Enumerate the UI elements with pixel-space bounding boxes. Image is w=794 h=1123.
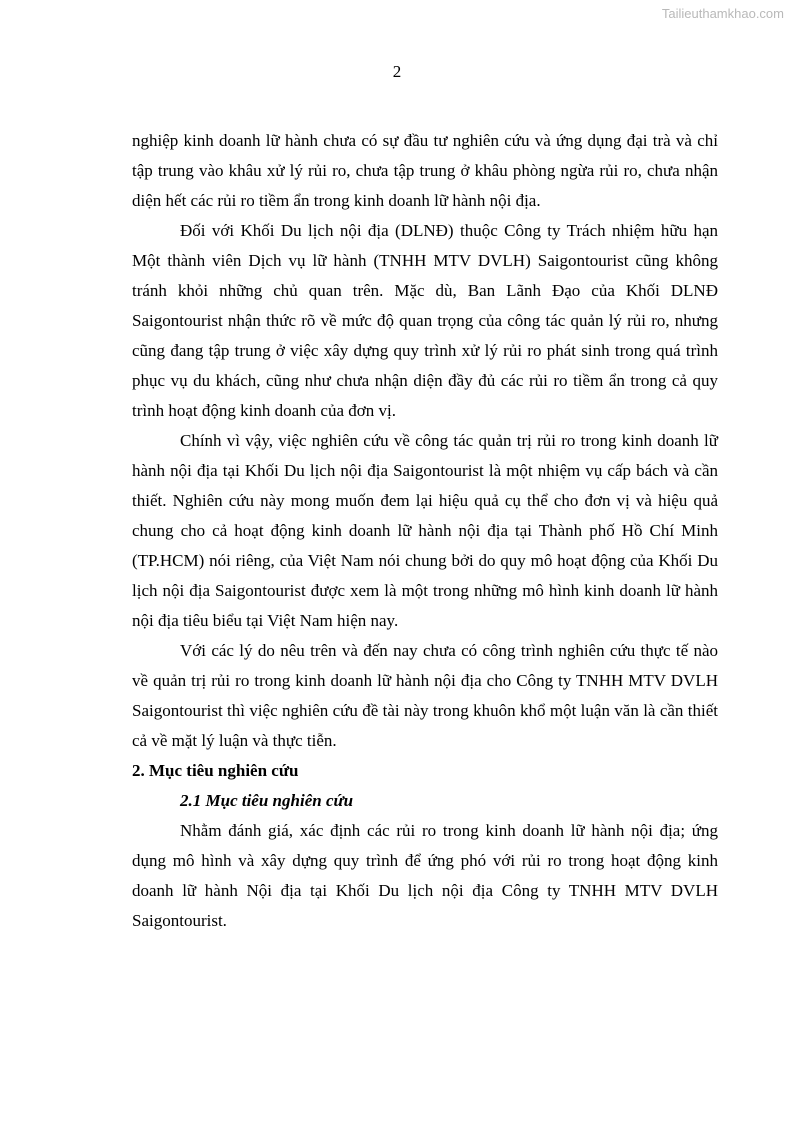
section-heading-2: 2. Mục tiêu nghiên cứu [132,761,299,780]
paragraph-reasons: Với các lý do nêu trên và đến nay chưa có công trình nghiên cứu thực tế nào về quản trị rủi ro trong kinh doanh lữ hành nội địa cho Công ty TNHH MTV DVLH Saigontourist thì việc nghiên cứu đề tài này trong khuôn khổ một luận văn là cần thiết cả về mặt lý luận và thực tiễn. [132,641,718,750]
paragraph-research-need: Chính vì vậy, việc nghiên cứu về công tác quản trị rủi ro trong kinh doanh lữ hành nội địa tại Khối Du lịch nội địa Saigontourist là một nhiệm vụ cấp bách và cần thiết. Nghiên cứu này mong muốn đem lại hiệu quả cụ thể cho đơn vị và hiệu quả chung cho cả hoạt động kinh doanh lữ hành nội địa tại Thành phố Hồ Chí Minh (TP.HCM) nói riêng, của Việt Nam nói chung bởi do quy mô hoạt động của Khối Du lịch nội địa Saigontourist được xem là một trong những mô hình kinh doanh lữ hành nội địa tiêu biểu tại Việt Nam hiện nay. [132,431,718,630]
subsection-heading-2-1: 2.1 Mục tiêu nghiên cứu [180,791,354,810]
paragraph-dlnd: Đối với Khối Du lịch nội địa (DLNĐ) thuộc Công ty Trách nhiệm hữu hạn Một thành viên Dịch vụ lữ hành (TNHH MTV DVLH) Saigontourist cũng không tránh khỏi những chủ quan trên. Mặc dù, Ban Lãnh Đạo của Khối DLNĐ Saigontourist nhận thức rõ về mức độ quan trọng của công tác quản lý rủi ro, nhưng cũng đang tập trung ở việc xây dựng quy trình xử lý rủi ro phát sinh trong quá trình phục vụ du khách, cũng như chưa nhận diện đầy đủ các rủi ro tiềm ẩn trong cả quy trình hoạt động kinh doanh của đơn vị. [132,221,718,420]
paragraph-continuation: nghiệp kinh doanh lữ hành chưa có sự đầu tư nghiên cứu và ứng dụng đại trà và chỉ tập trung vào khâu xử lý rủi ro, chưa tập trung ở khâu phòng ngừa rủi ro, chưa nhận diện hết các rủi ro tiềm ẩn trong kinh doanh lữ hành nội địa. [132,131,718,210]
paragraph-objective: Nhằm đánh giá, xác định các rủi ro trong kinh doanh lữ hành nội địa; ứng dụng mô hình và xây dựng quy trình để ứng phó với rủi ro trong hoạt động kinh doanh lữ hành Nội địa tại Khối Du lịch nội địa Công ty TNHH MTV DVLH Saigontourist. [132,821,718,930]
document-body [132,126,718,936]
watermark-text: Tailieuthamkhao.com [661,6,784,21]
page-number: 2 [392,62,402,81]
